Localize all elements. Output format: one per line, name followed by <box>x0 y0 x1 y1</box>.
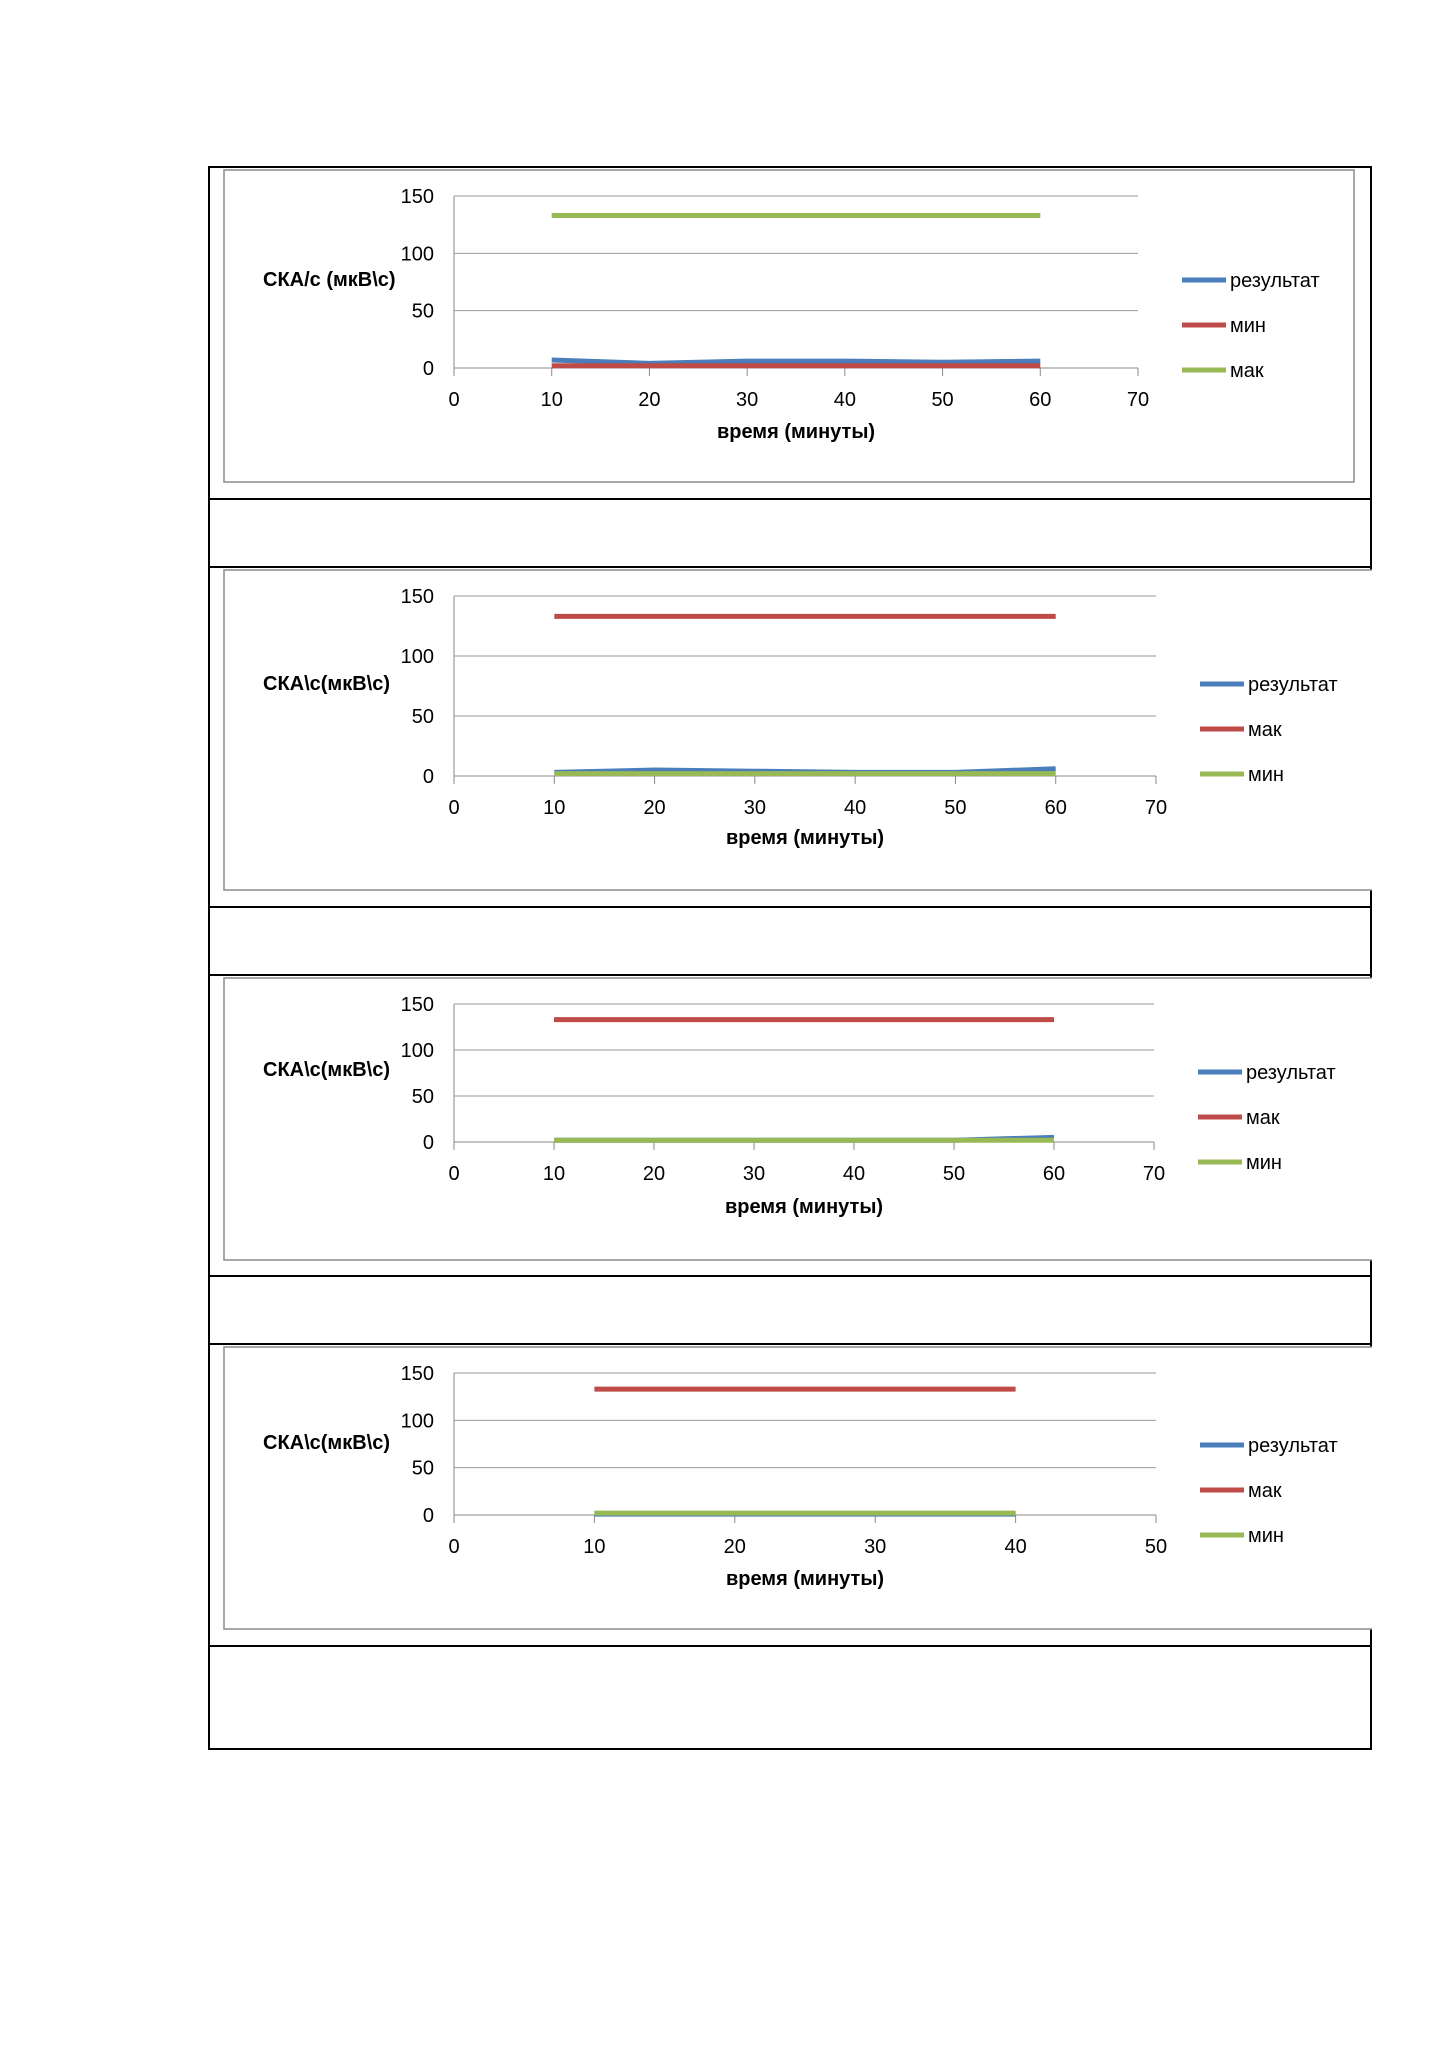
y-tick-label: 50 <box>411 706 434 728</box>
y-tick-label: 150 <box>400 994 434 1016</box>
y-tick-label: 150 <box>400 586 434 608</box>
y-tick-label: 100 <box>400 243 434 266</box>
legend-label: мин <box>1248 1525 1284 1547</box>
x-tick-label: 60 <box>1044 797 1067 819</box>
legend-label: мин <box>1248 764 1284 786</box>
x-tick-label: 70 <box>1144 797 1168 819</box>
x-axis-title: время (минуты) <box>725 827 885 849</box>
x-tick-label: 30 <box>742 1163 766 1185</box>
empty-row-2 <box>209 907 1371 975</box>
x-tick-label: 50 <box>1144 1536 1168 1558</box>
x-tick-label: 70 <box>1142 1163 1166 1185</box>
y-axis-title: СКА\с(мкВ\с) <box>263 1059 391 1081</box>
x-tick-label: 0 <box>448 797 460 819</box>
y-tick-label: 0 <box>422 766 434 788</box>
x-tick-label: 20 <box>638 389 661 411</box>
x-tick-label: 30 <box>743 797 766 819</box>
x-tick-label: 40 <box>844 797 867 819</box>
legend-label: результат <box>1246 1062 1336 1084</box>
y-tick-label: 100 <box>400 646 434 668</box>
chart-3 <box>210 976 1372 1275</box>
x-tick-label: 50 <box>944 797 967 819</box>
y-tick-label: 150 <box>400 186 434 208</box>
x-tick-label: 70 <box>1126 389 1150 411</box>
y-axis-title: СКА\с(мкВ\с) <box>263 673 391 695</box>
empty-row-3 <box>209 1276 1371 1344</box>
y-tick-label: 50 <box>411 1457 434 1480</box>
x-tick-label: 10 <box>542 1163 566 1185</box>
x-tick-label: 10 <box>540 389 563 411</box>
y-tick-label: 100 <box>400 1040 434 1062</box>
x-tick-label: 40 <box>1004 1536 1027 1558</box>
document-table <box>208 166 1372 1750</box>
x-tick-label: 40 <box>842 1163 866 1185</box>
y-axis-title: СКА/с (мкВ\с) <box>263 269 396 291</box>
x-tick-label: 50 <box>942 1163 966 1185</box>
empty-row-1 <box>209 499 1371 567</box>
x-tick-label: 30 <box>736 389 759 411</box>
chart-cell-1 <box>209 167 1371 499</box>
chart-cell-3 <box>209 975 1371 1276</box>
x-axis-title: время (минуты) <box>725 1568 885 1590</box>
x-tick-label: 20 <box>643 797 666 819</box>
x-tick-label: 0 <box>448 1163 460 1185</box>
y-tick-label: 0 <box>422 358 434 380</box>
x-axis-title: время (минуты) <box>716 421 876 443</box>
y-tick-label: 0 <box>422 1132 434 1154</box>
y-tick-label: 150 <box>400 1363 434 1385</box>
legend-label: мин <box>1246 1152 1282 1174</box>
legend-label: мак <box>1248 719 1282 741</box>
x-tick-label: 0 <box>448 389 460 411</box>
y-axis-title: СКА\с(мкВ\с) <box>263 1432 391 1454</box>
legend-label: мин <box>1230 315 1266 337</box>
legend-label: результат <box>1230 270 1320 292</box>
chart-cell-4 <box>209 1344 1371 1646</box>
chart-2 <box>210 568 1372 906</box>
legend-label: мак <box>1246 1107 1280 1129</box>
x-tick-label: 10 <box>543 797 566 819</box>
x-tick-label: 50 <box>931 389 954 411</box>
x-tick-label: 40 <box>833 389 856 411</box>
chart-cell-2 <box>209 567 1371 907</box>
x-tick-label: 20 <box>723 1536 746 1558</box>
y-tick-label: 100 <box>400 1410 434 1433</box>
x-tick-label: 60 <box>1029 389 1052 411</box>
x-tick-label: 10 <box>583 1536 606 1558</box>
legend-label: результат <box>1248 674 1338 696</box>
y-tick-label: 50 <box>411 1086 434 1108</box>
x-tick-label: 0 <box>448 1536 460 1558</box>
legend-label: мак <box>1248 1480 1282 1502</box>
x-tick-label: 30 <box>864 1536 887 1558</box>
x-tick-label: 20 <box>642 1163 666 1185</box>
series-line-результат <box>552 360 1041 363</box>
y-tick-label: 0 <box>422 1505 434 1527</box>
chart-1 <box>210 168 1372 498</box>
empty-row-4 <box>209 1646 1371 1749</box>
y-tick-label: 50 <box>411 300 434 323</box>
x-axis-title: время (минуты) <box>724 1196 884 1218</box>
x-tick-label: 60 <box>1042 1163 1066 1185</box>
legend-label: результат <box>1248 1435 1338 1457</box>
legend-label: мак <box>1230 360 1264 382</box>
chart-4 <box>210 1345 1372 1645</box>
